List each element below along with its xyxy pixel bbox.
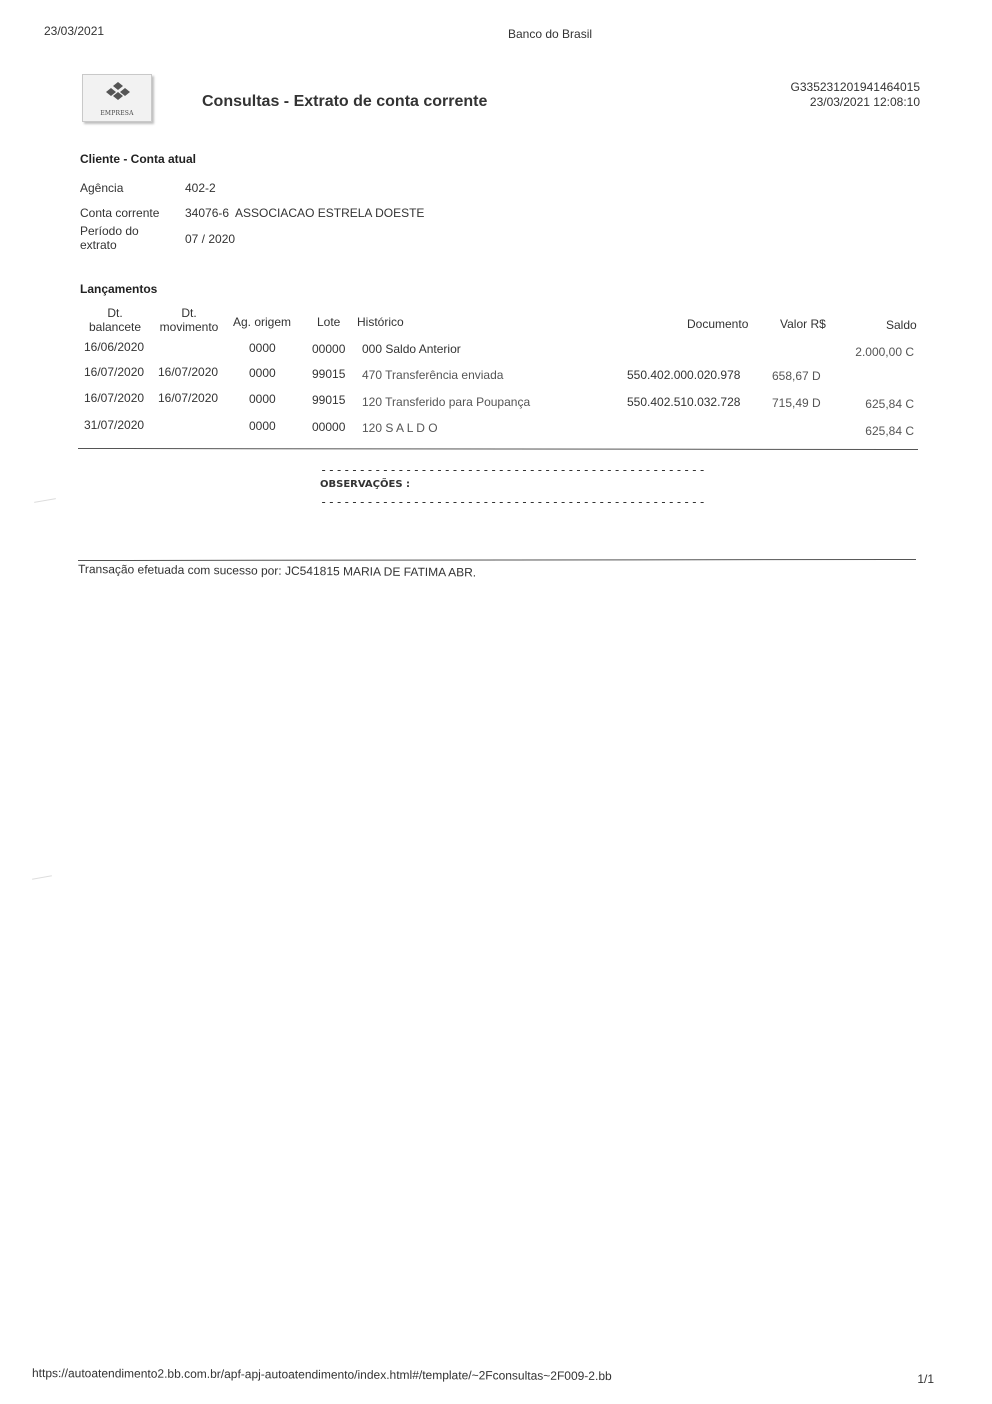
table-bottom-rule — [78, 448, 918, 450]
table-cell-dt-balancete: 16/06/2020 — [84, 340, 145, 354]
table-cell-valor: 658,67 D — [772, 369, 821, 383]
header-dt-movimento-line-1: Dt. — [181, 306, 197, 320]
scan-mark — [32, 875, 52, 879]
table-cell-dt-balancete: 16/07/2020 — [84, 391, 145, 405]
table-cell-lote: 99015 — [312, 367, 346, 381]
print-date: 23/03/2021 — [44, 24, 105, 38]
table-cell-ag-origem: 0000 — [249, 419, 276, 433]
table-cell-historico: 000 Saldo Anterior — [362, 342, 461, 356]
header-dt-movimento-line-2: movimento — [159, 320, 219, 334]
conta-value: 34076-6 ASSOCIACAO ESTRELA DOESTE — [185, 206, 425, 220]
table-cell-historico: 120 S A L D O — [362, 421, 438, 435]
bank-logo — [82, 74, 152, 122]
header-valor: Valor R$ — [780, 317, 826, 331]
logo-label: EMPRESA — [100, 110, 134, 117]
observacoes-bottom-dashes: -------------------------------------------------- — [320, 495, 707, 509]
observacoes-top-dashes: -------------------------------------------------- — [320, 463, 707, 477]
periodo-value: 07 / 2020 — [185, 232, 236, 246]
table-cell-saldo: 625,84 C — [865, 397, 914, 411]
table-cell-saldo: 2.000,00 C — [855, 345, 914, 359]
periodo-label — [80, 224, 139, 252]
header-dt-balancete-line-2: balancete — [88, 320, 142, 334]
table-cell-documento: 550.402.510.032.728 — [627, 395, 741, 409]
header-documento: Documento — [687, 317, 749, 331]
header-dt-balancete — [84, 306, 146, 334]
page-number: 1/1 — [917, 1372, 934, 1386]
page-url: https://autoatendimento2.bb.com.br/apf-apj-autoatendimento/index.html#/template/~2Fconsultas~2F009-2.bb — [31, 1366, 612, 1384]
table-cell-dt-balancete: 31/07/2020 — [84, 418, 145, 432]
transaction-status: Transação efetuada com sucesso por: JC541815 MARIA DE FATIMA ABR. — [77, 562, 477, 580]
table-cell-dt-movimento: 16/07/2020 — [158, 365, 219, 379]
table-cell-dt-balancete: 16/07/2020 — [84, 365, 145, 379]
table-cell-dt-movimento: 16/07/2020 — [158, 391, 219, 405]
bb-logo-icon — [106, 81, 130, 101]
observacoes-label: OBSERVAÇÕES : — [320, 479, 411, 490]
cliente-section-title: Cliente - Conta atual — [80, 152, 197, 166]
table-cell-ag-origem: 0000 — [249, 341, 276, 355]
table-cell-historico: 470 Transferência enviada — [362, 368, 504, 382]
bank-name: Banco do Brasil — [508, 27, 593, 41]
header-ag-origem: Ag. origem — [233, 315, 292, 329]
scan-mark — [34, 498, 56, 503]
reference-code: G335231201941464015 — [790, 80, 920, 94]
table-cell-ag-origem: 0000 — [249, 366, 276, 380]
periodo-label-line-1: Período do — [80, 224, 139, 238]
table-cell-lote: 00000 — [312, 342, 346, 356]
timestamp: 23/03/2021 12:08:10 — [809, 95, 920, 109]
lancamentos-section-title: Lançamentos — [80, 282, 158, 296]
table-cell-documento: 550.402.000.020.978 — [627, 368, 741, 382]
table-cell-saldo: 625,84 C — [865, 424, 914, 438]
header-historico: Histórico — [357, 315, 404, 329]
table-cell-lote: 00000 — [312, 420, 346, 434]
page-title: Consultas - Extrato de conta corrente — [202, 93, 488, 110]
header-dt-movimento — [156, 306, 222, 334]
header-dt-balancete-line-1: Dt. — [107, 306, 123, 320]
footer-rule — [78, 559, 916, 561]
header-lote: Lote — [317, 315, 341, 329]
table-cell-valor: 715,49 D — [772, 396, 821, 410]
agencia-value: 402-2 — [185, 181, 216, 195]
periodo-label-line-2: extrato — [80, 238, 117, 252]
header-saldo: Saldo — [886, 318, 917, 332]
table-cell-ag-origem: 0000 — [249, 392, 276, 406]
table-cell-historico: 120 Transferido para Poupança — [362, 395, 531, 409]
table-cell-lote: 99015 — [312, 393, 346, 407]
conta-label: Conta corrente — [80, 206, 160, 220]
agencia-label: Agência — [80, 181, 124, 195]
